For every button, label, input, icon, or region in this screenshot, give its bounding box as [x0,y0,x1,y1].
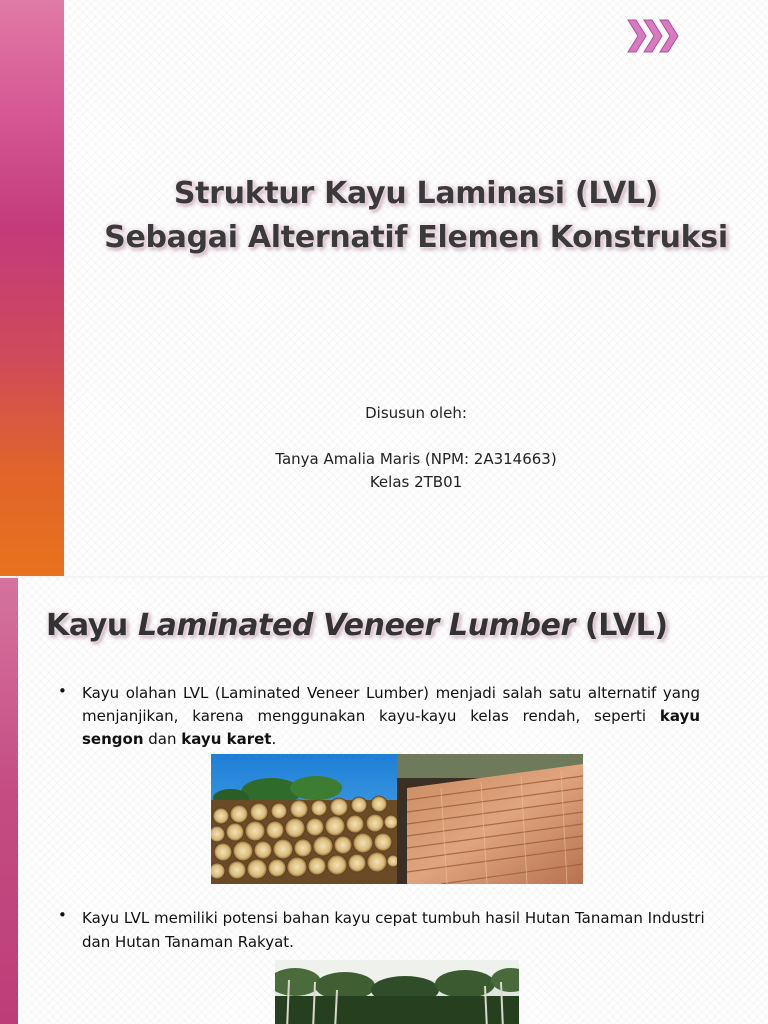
slide-title [46,608,668,643]
left-gradient-band [0,578,18,1024]
title-italic: Laminated Veneer Lumber [137,608,575,643]
author-block [64,402,768,494]
bullet-item-1 [58,682,700,751]
title-suffix: (LVL) [574,608,668,643]
spacer [64,425,768,448]
forest-image [275,960,519,1024]
left-gradient-band [0,0,64,576]
slide-title [64,172,768,260]
title-line-2: Sebagai Alternatif Elemen Konstruksi [104,220,728,255]
bullet-text-part: dan [143,730,182,748]
bullet-icon: • [58,906,67,924]
class-label: Kelas 2TB01 [369,473,463,491]
author-label: Disusun oleh: [365,404,467,422]
bullet-text-part: Kayu olahan LVL (Laminated Veneer Lumber) menjadi salah satu alternatif yang menjanjikan, karena menggunakan kayu-kayu kelas rendah, seperti [82,684,700,725]
bullet-item-2 [58,906,722,954]
title-line-1: Struktur Kayu Laminasi (LVL) [173,176,659,211]
wood-photos [211,754,583,884]
bold-term: kayu sengon [82,707,700,748]
log-pile-image [211,754,583,884]
title-prefix: Kayu [46,608,138,643]
bold-term: kayu karet [181,730,272,748]
bullet-text-part: . [271,730,277,748]
bullet-text: Kayu LVL memiliki potensi bahan kayu cepat tumbuh hasil Hutan Tanaman Industri dan Hutan Tanaman Rakyat. [82,909,705,951]
bullet-text [82,682,700,751]
bullet-icon: • [58,682,67,700]
content-slide [0,578,768,1024]
forest-photo [275,960,519,1024]
chevron-right-icon [626,16,684,61]
author-name: Tanya Amalia Maris (NPM: 2A314663) [275,450,557,468]
